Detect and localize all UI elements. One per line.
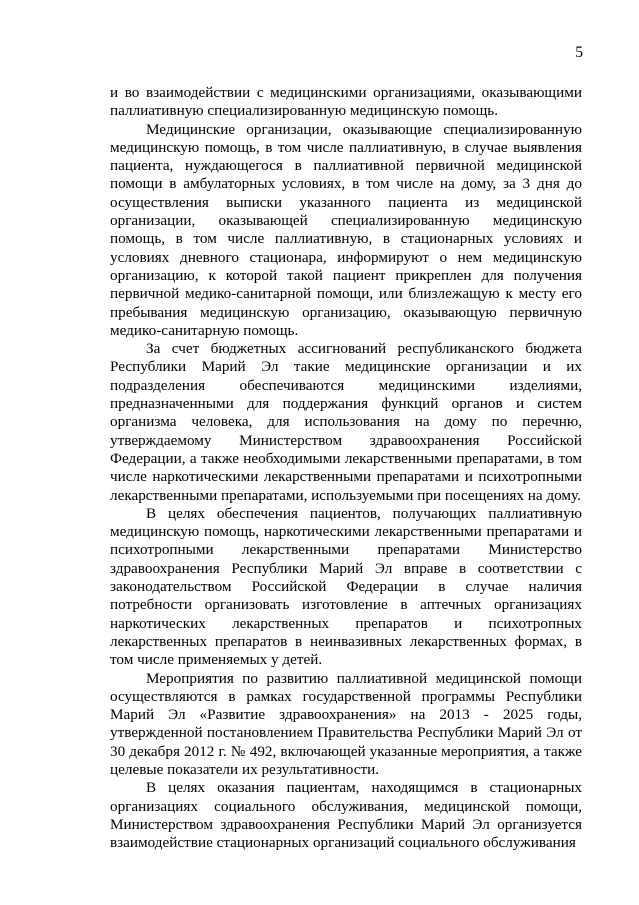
paragraph-social-institutions: В целях оказания пациентам, находящимся в стационарных организациях социального обслуживания, медицинской помощи, Министерством здравоохранения Республики Марий Эл организуется взаимодействие стационарных организаций социального обслуживания [110,779,582,852]
paragraph-continuation: и во взаимодействии с медицинскими организациями, оказывающими паллиативную специализированную медицинскую помощь. [110,84,582,120]
page-number: 5 [575,44,583,61]
paragraph-development-program: Мероприятия по развитию паллиативной медицинской помощи осуществляются в рамках государственной программы Республики Марий Эл «Развитие здравоохранения» на 2013 - 2025 годы, утвержденной постановлением Правительства Республики Марий Эл от 30 декабря 2012 г. № 492, включающей указанные мероприятия, а также целевые показатели их результативности. [110,669,582,778]
paragraph-budget-funding: За счет бюджетных ассигнований республиканского бюджета Республики Марий Эл такие медицинские организации и их подразделения обеспечиваются медицинскими изделиями, предназначенными для поддержания функций органов и систем организма человека, для использования на дому по перечню, утверждаемому Министерством здравоохранения Российской Федерации, а также необходимыми лекарственными препаратами, в том числе наркотическими лекарственными препаратами и психотропными лекарственными препаратами, используемыми при посещениях на дому. [110,340,582,504]
document-body [110,84,582,852]
paragraph-narcotic-supply: В целях обеспечения пациентов, получающих паллиативную медицинскую помощь, наркотическими лекарственными препаратами и психотропными лекарственными препаратами Министерство здравоохранения Республики Марий Эл вправе в соответствии с законодательством Российской Федерации в случае наличия потребности организовать изготовление в аптечных организациях наркотических лекарственных препаратов и психотропных лекарственных препаратов в неинвазивных лекарственных формах, в том числе применяемых у детей. [110,504,582,669]
paragraph-specialized-care-notification: Медицинские организации, оказывающие специализированную медицинскую помощь, в том числе паллиативную, в случае выявления пациента, нуждающегося в паллиативной первичной медицинской помощи в амбулаторных условиях, в том числе на дому, за 3 дня до осуществления выписки указанного пациента из медицинской организации, оказывающей специализированную медицинскую помощь, в том числе паллиативную, в стационарных условиях и условиях дневного стационара, информируют о нем медицинскую организацию, к которой такой пациент прикреплен для получения первичной медико-санитарной помощи, или близлежащую к месту его пребывания медицинскую организацию, оказывающую первичную медико-санитарную помощь. [110,120,582,339]
